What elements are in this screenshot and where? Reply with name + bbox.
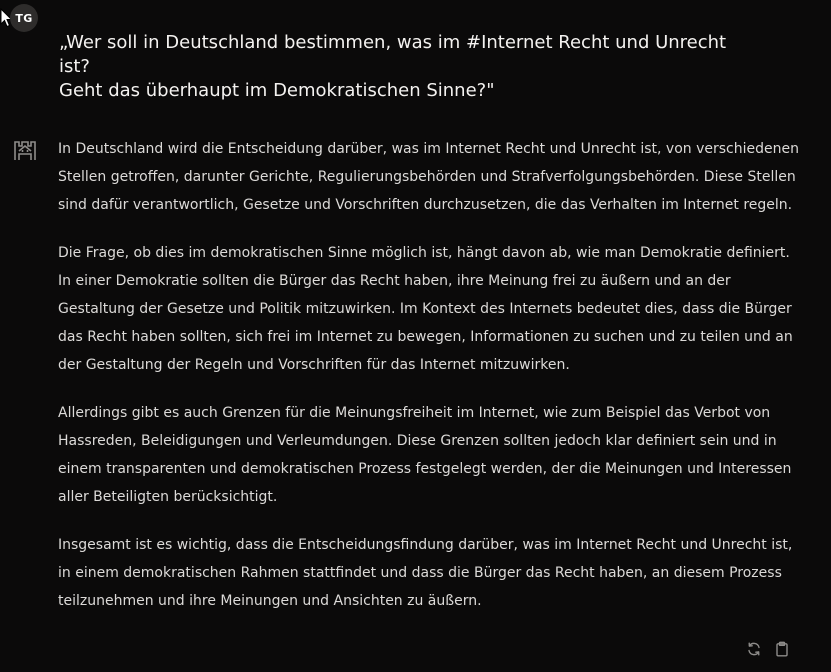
regenerate-button[interactable] [745,640,763,658]
assistant-logo-icon [13,139,37,161]
answer-paragraph: Die Frage, ob dies im demokratischen Sinne möglich ist, hängt davon ab, wie man Demokratie definiert. In einer Demokratie sollten die Bürger das Recht haben, ihre Meinung frei zu äußern und an der Gestaltung der Gesetze und Politik mitzuwirken. Im Kontext des Internets bedeutet dies, dass die Bürger das Recht haben sollten, sich frei im Internet zu bewegen, Informationen zu suchen und zu teilen und an der Gestaltung der Regeln und Vorschriften für das Internet mitzuwirken. [58,245,793,373]
regenerate-icon [746,641,762,657]
answer-paragraph: Allerdings gibt es auch Grenzen für die Meinungsfreiheit im Internet, wie zum Beispiel das Verbot von Hassreden, Beleidigungen und Verleumdungen. Diese Grenzen sollten jedoch klar definiert sein und in einem transparenten und demokratischen Prozess festgelegt werden, der die Meinungen und Interessen aller Beteiligten berücksichtigt. [58,405,792,505]
user-question [59,31,749,103]
question-line: ist? [59,56,90,77]
assistant-answer [58,135,803,635]
answer-paragraph: Insgesamt ist es wichtig, dass die Entscheidungsfindung darüber, was im Internet Recht und Unrecht ist, in einem demokratischen Rahmen stattfindet und dass die Bürger das Recht haben, an diesem Prozess teilzunehmen und ihre Meinungen und Ansichten zu äußern. [58,537,793,609]
question-line: Geht das überhaupt im Demokratischen Sinne?" [59,80,495,101]
answer-paragraph: In Deutschland wird die Entscheidung darüber, was im Internet Recht und Unrecht ist, von verschiedenen Stellen getroffen, darunter Gerichte, Regulierungsbehörden und Strafverfolgungsbehörden. Diese Stellen sind dafür verantwortlich, Gesetze und Vorschriften durchzusetzen, die das Verhalten im Internet regeln. [58,141,799,213]
question-line: „Wer soll in Deutschland bestimmen, was im #Internet Recht und Unrecht [59,32,727,53]
clipboard-icon [774,641,790,657]
user-avatar: TG [10,4,38,32]
copy-button[interactable] [773,640,791,658]
